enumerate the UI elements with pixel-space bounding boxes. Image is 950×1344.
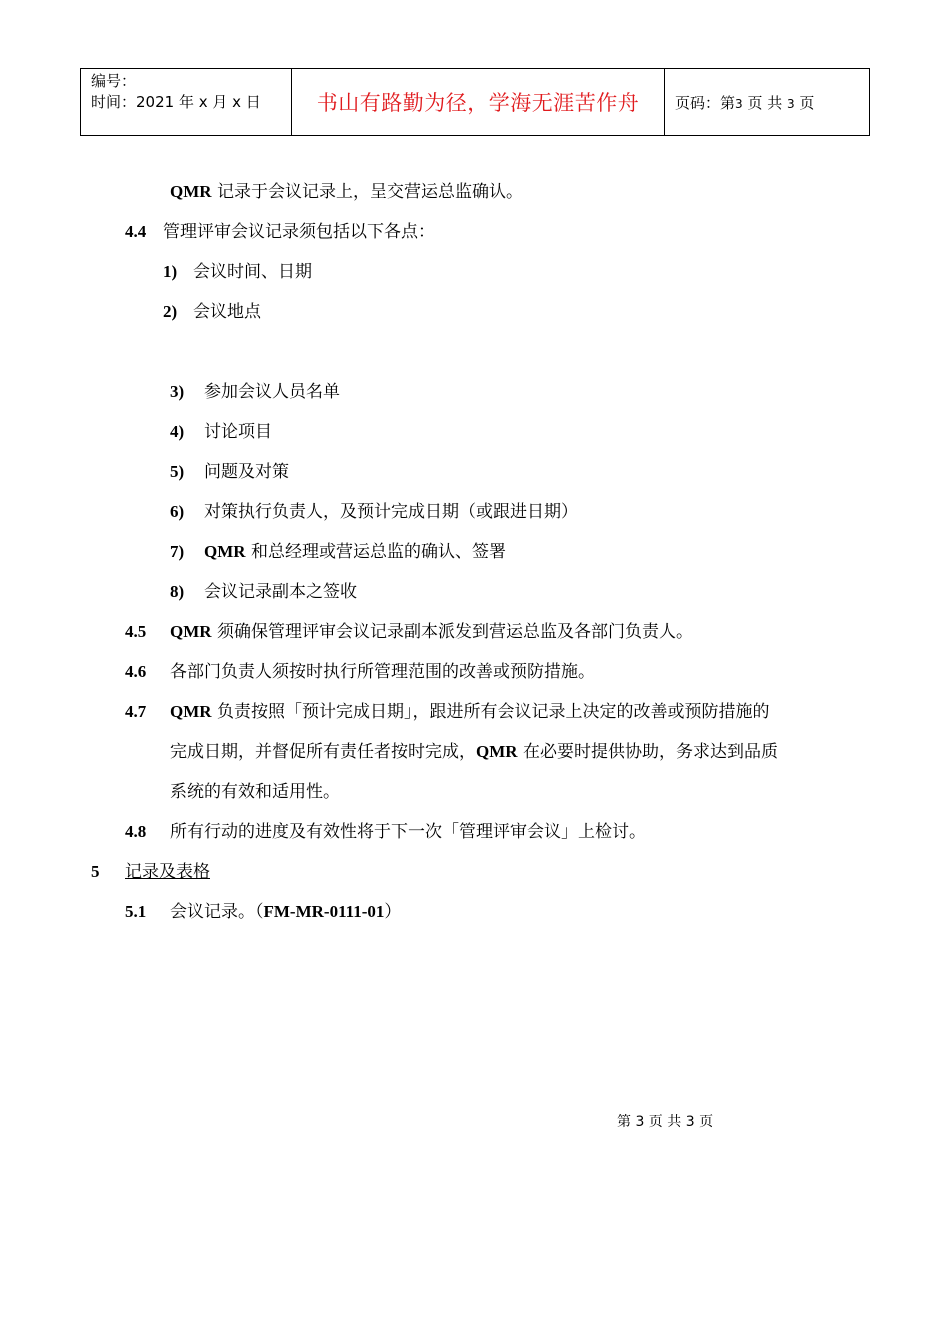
section-text-b: ）: [384, 902, 402, 922]
section-4-5: [125, 620, 693, 644]
page-mid: 页 共: [747, 93, 783, 112]
section-text: 所有行动的进度及有效性将于下一次「管理评审会议」上检讨。: [170, 822, 646, 842]
section-5-1: [125, 900, 401, 924]
section-4-7-line-2: [170, 740, 778, 764]
list-item-3: [170, 380, 340, 404]
section-4-7-line-3: [170, 780, 340, 804]
section-number: 4.8: [125, 822, 147, 841]
section-number: 4.6: [125, 662, 147, 681]
intro-line: [170, 180, 523, 204]
list-item-6: [170, 500, 578, 524]
list-item-number: 5): [170, 462, 185, 481]
qmr-code: QMR: [476, 742, 518, 761]
header-meta-cell: [81, 69, 292, 136]
section-text: 管理评审会议记录须包括以下各点：: [163, 222, 435, 242]
header-table: [80, 68, 870, 136]
section-text-line-3: 系统的有效和适用性。: [170, 782, 340, 802]
qmr-code: QMR: [170, 622, 212, 641]
list-item-number: 8): [170, 582, 185, 601]
form-code: FM-MR-0111-01: [263, 902, 385, 921]
page-total: 3: [787, 96, 795, 111]
section-4-6: [125, 660, 595, 684]
list-item-text: 讨论项目: [204, 422, 272, 442]
section-text: 须确保管理评审会议记录副本派发到营运总监及各部门负责人。: [211, 622, 693, 642]
section-number: 5.1: [125, 902, 147, 921]
list-item-number: 3): [170, 382, 185, 401]
intro-text: 记录于会议记录上，呈交营运总监确认。: [211, 182, 523, 202]
list-item-text: 问题及对策: [204, 462, 289, 482]
list-item-8: [170, 580, 357, 604]
list-item-text: 会议时间、日期: [193, 262, 312, 282]
section-number: 4.4: [125, 222, 147, 241]
page-footer: 第 3 页 共 3 页: [617, 1114, 714, 1130]
section-title: 记录及表格: [125, 862, 210, 882]
section-text-line-2b: 在必要时提供协助，务求达到品质: [517, 742, 778, 762]
document-id-label: 编号：: [91, 72, 137, 90]
section-text-a: 会议记录。（: [170, 902, 264, 922]
list-item-7: [170, 540, 506, 564]
qmr-code: QMR: [170, 182, 212, 201]
section-5-heading: [91, 860, 210, 884]
section-text: 各部门负责人须按时执行所管理范围的改善或预防措施。: [170, 662, 595, 682]
section-4-7: [125, 700, 769, 724]
list-item-number: 6): [170, 502, 185, 521]
list-item-number: 7): [170, 542, 185, 561]
list-item-5: [170, 460, 289, 484]
section-4-4: [125, 220, 435, 244]
section-text-line-1: 负责按照「预计完成日期」，跟进所有会议记录上决定的改善或预防措施的: [211, 702, 770, 722]
list-item-number: 2): [163, 302, 178, 321]
list-item-text: 参加会议人员名单: [204, 382, 340, 402]
qmr-code: QMR: [204, 542, 246, 561]
list-item-text: 会议记录副本之签收: [204, 582, 357, 602]
section-text-line-2a: 完成日期，并督促所有责任者按时完成，: [170, 742, 476, 762]
section-number: 5: [91, 862, 100, 881]
list-item-1: [163, 260, 312, 284]
header-motto: 书山有路勤为径，学海无涯苦作舟: [292, 69, 665, 136]
list-item-text: 会议地点: [193, 302, 261, 322]
list-item-2: [163, 300, 261, 324]
list-item-text: 对策执行负责人，及预计完成日期（或跟进日期）: [204, 502, 578, 522]
list-item-number: 4): [170, 422, 185, 441]
section-number: 4.5: [125, 622, 147, 641]
qmr-code: QMR: [170, 702, 212, 721]
header-page-number: [665, 69, 870, 136]
list-item-4: [170, 420, 272, 444]
section-4-8: [125, 820, 646, 844]
page-prefix: 页码：第: [675, 93, 736, 112]
list-item-number: 1): [163, 262, 178, 281]
list-item-text: 和总经理或营运总监的确认、签署: [245, 542, 506, 562]
document-date: 时间：2021 年 x 月 x 日: [91, 93, 261, 111]
page-suffix: 页: [799, 93, 815, 112]
section-number: 4.7: [125, 702, 147, 721]
page-current: 3: [735, 96, 743, 111]
